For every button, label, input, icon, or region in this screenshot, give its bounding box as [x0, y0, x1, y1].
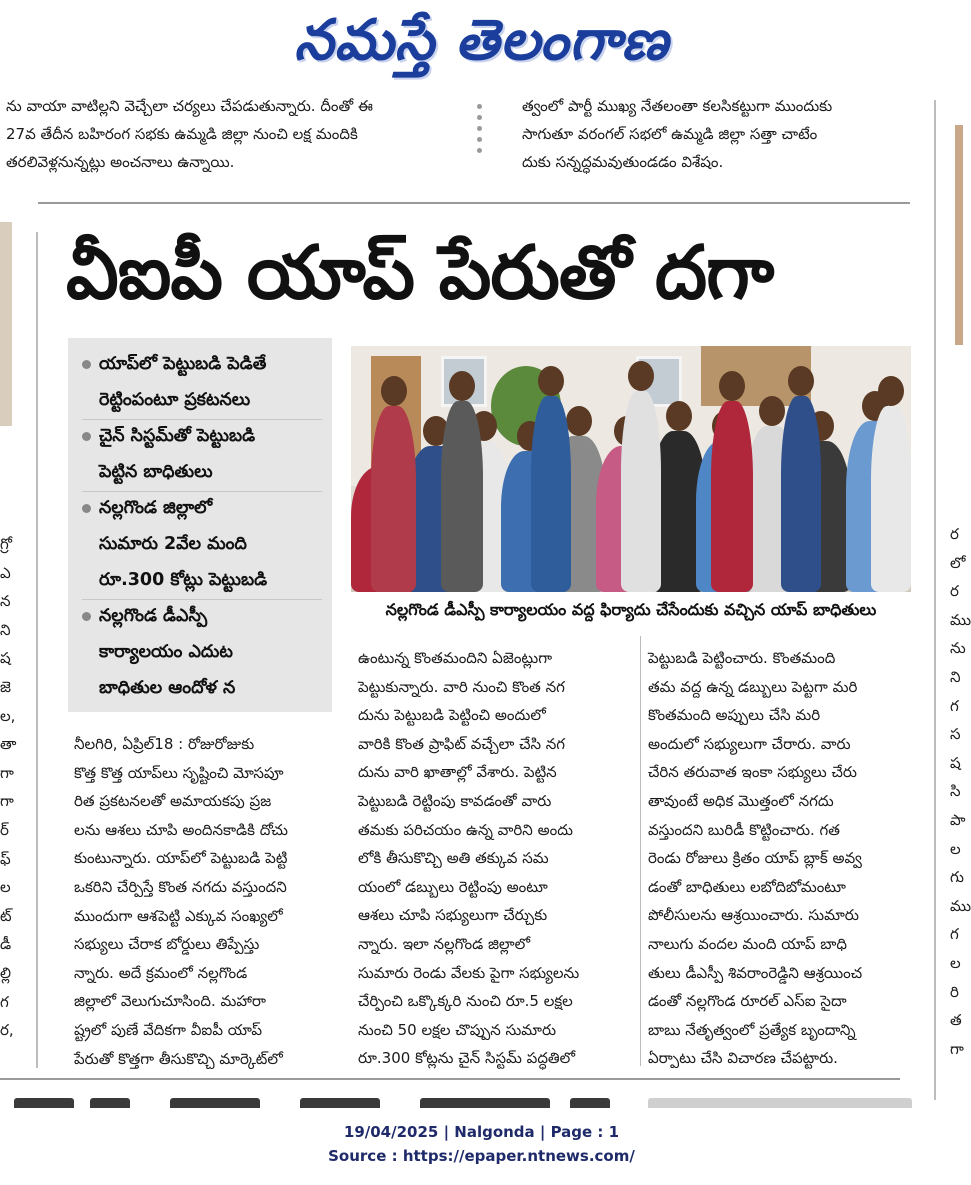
text-fragment: ర [950, 582, 959, 601]
text-line: పెట్టుబడి రెట్టింపు కావడంతో వారు [358, 791, 552, 810]
text-line: తరలివెళ్లనున్నట్లు అంచనాలు ఉన్నాయి. [6, 153, 235, 171]
neighbour-column-right [950, 520, 971, 1063]
photo-person [711, 401, 753, 592]
text-fragment: ము [950, 896, 971, 915]
highlight-text: యాప్‌లో పెట్టుబడి పెడితే [99, 354, 267, 374]
top-story-right [522, 92, 914, 176]
text-fragment: ల [0, 878, 11, 897]
photo-person-head [538, 366, 564, 396]
top-story-left [6, 92, 468, 176]
text-line: కొత్త కొత్త యాప్‌లు సృష్టించి మోసపూ [74, 763, 284, 782]
photo-person-head [666, 401, 692, 431]
column-separator-dots [477, 104, 483, 159]
text-fragment: జె [0, 677, 11, 696]
text-fragment: గ [950, 696, 959, 715]
text-fragment: ని [950, 667, 961, 686]
photo-person-head [719, 371, 745, 401]
text-fragment: ము [950, 610, 971, 629]
text-line: లను ఆశలు చూపి అందినకాడికి దోచు [74, 820, 288, 839]
text-fragment: ల్లి [0, 963, 11, 982]
text-line: దును వారి ఖాతాల్లో వేశారు. పెట్టిన [358, 763, 557, 782]
text-line: తమ వద్ద ఉన్న డబ్బులు పెట్టగా మరి [648, 677, 858, 696]
text-line: పెట్టుబడి పెట్టించారు. కొంతమంది [648, 649, 836, 667]
news-photo [351, 346, 911, 592]
text-line: ఆశలు చూపి సభ్యులుగా చేర్చుకు [358, 906, 548, 925]
text-fragment: గా [0, 792, 14, 811]
text-fragment: గ్రో [0, 535, 12, 553]
text-fragment: త [950, 1011, 962, 1030]
text-fragment: స [950, 725, 961, 744]
bullet-icon [82, 504, 91, 513]
highlight-text: రెట్టింపంటూ ప్రకటనలు [99, 390, 251, 410]
highlight-text: బాధితుల ఆందోళ న [99, 678, 236, 698]
text-line: చేరిన తరువాత ఇంకా సభ్యులు చేరు [648, 763, 857, 782]
source-link[interactable]: Source : https://epaper.ntnews.com/ [328, 1147, 635, 1165]
highlight-text: కార్యాలయం ఎదుట [99, 642, 233, 662]
photo-person [371, 406, 416, 592]
photo-person-head [759, 396, 785, 426]
text-line: ఒకరిని చేర్పిస్తే కొంత నగదు వస్తుందని [74, 877, 287, 896]
text-line: తులు డీఎస్పీ శివరాంరెడ్డిని ఆశ్రయించ [648, 963, 863, 982]
bottom-divider [0, 1078, 900, 1080]
column-rule-left [36, 232, 38, 1068]
text-fragment: లో [950, 553, 966, 572]
text-line: నీలగిరి, ఏప్రిల్18 : రోజురోజుకు [74, 735, 255, 753]
text-line: కుంటున్నారు. యాప్‌లో పెట్టుబడి పెట్టి [74, 849, 288, 868]
photo-person [531, 396, 571, 592]
photo-person-head [878, 376, 904, 406]
text-line: బాబు నేతృత్వంలో ప్రత్యేక బృందాన్ని [648, 1020, 856, 1039]
text-fragment: ట్ [0, 906, 12, 925]
highlight-text: సుమారు 2వేల మంది [99, 534, 247, 554]
text-fragment: ష [950, 753, 961, 772]
photo-person-head [381, 376, 407, 406]
highlight-text: రూ.300 కోట్లు పెట్టుబడి [99, 570, 268, 590]
text-fragment: ర [950, 525, 959, 543]
photo-person [621, 391, 661, 592]
text-fragment: ఎ [0, 563, 11, 582]
text-fragment: సి [950, 782, 961, 801]
bullet-icon [82, 612, 91, 621]
neighbour-photo-right [955, 125, 963, 345]
text-line: న్నారు. ఇలా నల్లగొండ జిల్లాలో [358, 934, 531, 953]
text-line: రెండు రోజులు క్రితం యాప్ బ్లాక్ అవ్వ [648, 849, 862, 868]
text-fragment: గ [0, 992, 9, 1011]
text-fragment: ఫ్ [0, 849, 11, 868]
text-fragment: న [0, 592, 11, 611]
photo-person-head [449, 371, 475, 401]
photo-person-head [628, 361, 654, 391]
article-headline: వీఐపీ యాప్ పేరుతో దగా [66, 230, 774, 316]
bullet-icon [82, 432, 91, 441]
text-line: ష్ట్రలో పుణే వేదికగా వీఐపీ యాప్ [74, 1020, 263, 1039]
text-fragment: గా [950, 1039, 964, 1058]
text-line: అందులో సభ్యులుగా చేరారు. వారు [648, 734, 851, 753]
article-column-1 [74, 730, 334, 1073]
text-line: త్వంలో పార్టీ ముఖ్య నేతలంతా కలసికట్టుగా ముందుకు [522, 97, 833, 115]
masthead [0, 0, 963, 80]
photo-person-head [566, 406, 592, 436]
highlight-text: చైన్ సిస్టమ్‌తో పెట్టుబడి [99, 426, 256, 446]
bullet-icon [82, 360, 91, 369]
highlight-point [82, 490, 267, 598]
highlight-text: పెట్టిన బాధితులు [99, 462, 213, 482]
text-line: చేర్పించి ఒక్కొక్కరి నుంచి రూ.5 లక్షల [358, 992, 573, 1011]
page-footer [0, 1120, 963, 1168]
text-line: ఉంటున్న కొంతమందిని ఏజెంట్లుగా [358, 649, 553, 667]
text-line: దును పెట్టుబడి పెట్టించి అందులో [358, 706, 546, 725]
text-fragment: ష [0, 649, 11, 668]
photo-person [781, 396, 821, 592]
text-fragment: ను [950, 639, 966, 658]
photo-person [871, 406, 911, 592]
text-fragment: గు [950, 868, 964, 887]
section-divider [38, 202, 910, 204]
column-rule-right [934, 100, 936, 1100]
text-line: ఏర్పాటు చేసి విచారణ చేపట్టారు. [648, 1049, 838, 1068]
text-fragment: ర, [0, 1021, 14, 1040]
text-line: రూ.300 కోట్లను చైన్ సిస్టమ్ పద్ధతిలో [358, 1049, 576, 1068]
photo-person-head [788, 366, 814, 396]
photo-person [441, 401, 483, 592]
text-line: ను వాయా వాటిల్లని వెచ్చేలా చర్యలు చేపడుతున్నారు. దీంతో ఈ [6, 97, 373, 115]
text-line: పేరుతో కొత్తగా తీసుకొచ్చి మార్కెట్‌లో [74, 1049, 283, 1068]
text-line: 27వ తేదీన బహిరంగ సభకు ఉమ్మడి జిల్లా నుంచి లక్ష మందికి [6, 125, 358, 143]
text-line: లోకి తీసుకొచ్చి అతి తక్కువ సమ [358, 849, 549, 868]
highlight-text: నల్లగొండ డీఎస్పీ [99, 606, 208, 626]
neighbour-photo-left [0, 222, 12, 426]
text-fragment: గా [0, 763, 14, 782]
text-fragment: ని [0, 620, 11, 639]
text-fragment: ల [950, 839, 961, 858]
article-column-2 [358, 644, 628, 1073]
highlight-point [82, 418, 255, 490]
highlight-text: నల్లగొండ జిల్లాలో [99, 498, 213, 518]
newspaper-logo: నమస్తే తెలంగాణ [294, 8, 669, 73]
text-line: దుకు సన్నద్ధమవుతుండడం విశేషం. [522, 153, 724, 171]
neighbour-column-left [0, 530, 17, 1045]
text-fragment: ల, [0, 706, 16, 725]
text-fragment: ల [950, 953, 961, 972]
next-headline-fragment [0, 1094, 963, 1108]
article-column-3 [648, 644, 914, 1073]
text-line: తమకు పరిచయం ఉన్న వారిని అందు [358, 820, 573, 839]
text-line: జిల్లాలో వెలుగుచూసింది. మహారా [74, 992, 266, 1011]
text-line: సాగుతూ వరంగల్ సభలో ఉమ్మడి జిల్లా సత్తా చాటేం [522, 125, 818, 143]
text-fragment: రి [950, 982, 959, 1001]
text-line: యంలో డబ్బులు రెట్టింపు అంటూ [358, 877, 548, 896]
photo-caption: నల్లగొండ డీఎస్పీ కార్యాలయం వద్ద ఫిర్యాదు చేసేందుకు వచ్చిన యాప్ బాధితులు [385, 600, 877, 619]
text-line: నుంచి 50 లక్షల చొప్పున సుమారు [358, 1020, 557, 1039]
text-line: పోలీసులను ఆశ్రయించారు. సుమారు [648, 906, 859, 925]
text-fragment: ర్ [0, 820, 9, 839]
text-line: సభ్యులు చేరాక బోర్డులు తిప్పేస్తు [74, 935, 260, 954]
text-fragment: తా [0, 735, 17, 754]
edition-info: 19/04/2025 | Nalgonda | Page : 1 [343, 1123, 620, 1141]
text-fragment: పా [950, 810, 966, 829]
text-line: తావుంటే అధిక మొత్తంలో నగదు [648, 791, 834, 810]
text-line: న్నారు. అదే క్రమంలో నల్లగొండ [74, 963, 248, 982]
text-line: డంతో బాధితులు లబోదిబోమంటూ [648, 877, 846, 896]
text-line: నాలుగు వందల మంది యాప్ బాధి [648, 934, 847, 953]
text-line: వస్తుందని బురిడీ కొట్టించారు. గత [648, 820, 840, 839]
text-fragment: డీ [0, 935, 12, 954]
highlights-box [68, 338, 332, 712]
text-line: పెట్టుకున్నారు. వారి నుంచి కొంత నగ [358, 677, 565, 696]
text-fragment: గ [950, 925, 959, 944]
text-line: సుమారు రెండు వేలకు పైగా సభ్యులను [358, 963, 580, 982]
text-line: రిత ప్రకటనలతో అమాయకపు ప్రజ [74, 792, 272, 811]
text-line: డంతో నల్లగొండ రూరల్ ఎస్ఐ సైదా [648, 992, 847, 1011]
highlight-point [82, 598, 235, 706]
highlight-point [82, 346, 266, 418]
text-line: వారికి కొంత ప్రాఫిట్ వచ్చేలా చేసి నగ [358, 734, 566, 753]
text-line: ముందుగా ఆశపెట్టి ఎక్కువ సంఖ్యలో [74, 906, 283, 925]
text-line: కొంతమంది అప్పులు చేసి మరి [648, 706, 821, 725]
column-rule [640, 636, 641, 1066]
